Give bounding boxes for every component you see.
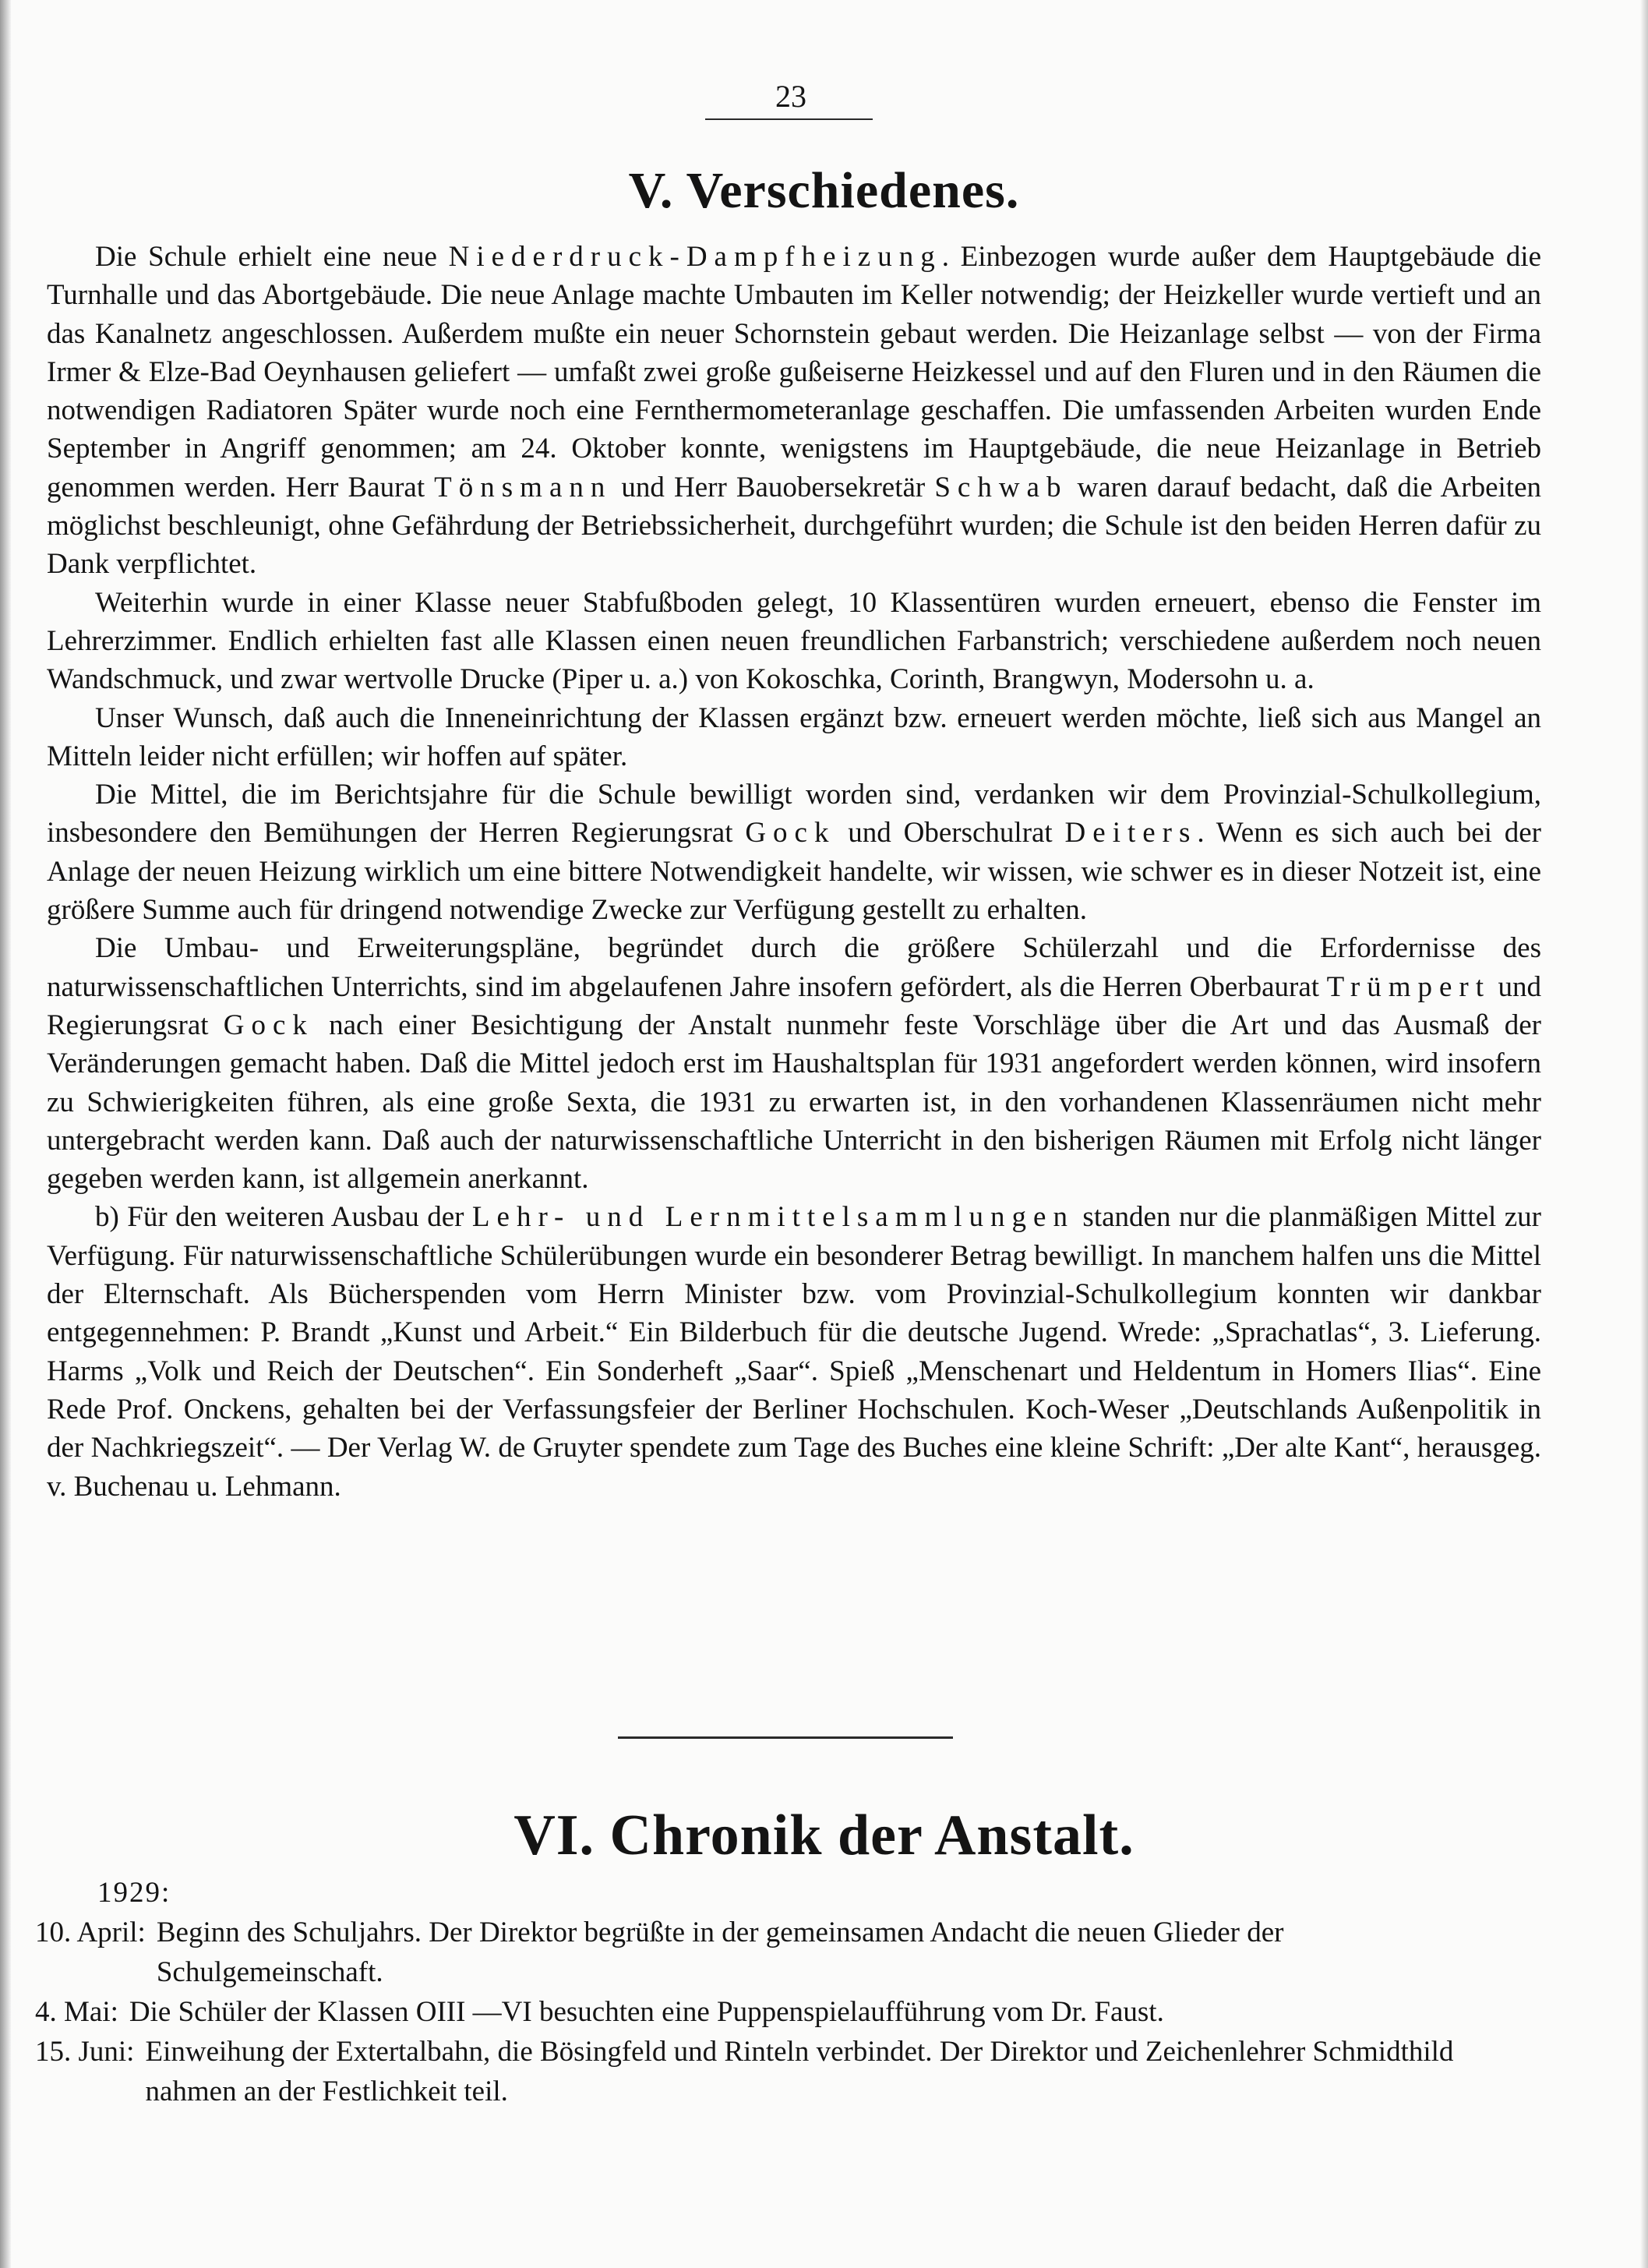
name-gock: Gock [745, 817, 836, 850]
text-run: nach einer Besichtigung der Anstalt nunmehr feste Vorschläge über die Art und das Ausmaß der Veränderungen gemacht haben. Daß die Mittel jedoch erst im Haushaltsplan für 1931 angefordert werden können, wird insofern zu Schwierigkeiten führen, als eine große Sexta, die 1931 zu erwarten ist, in den vorhandenen Klassenräumen nicht mehr untergebracht werden kann. Daß auch der naturwissenschaftliche Unterricht in den bisherigen Räumen mit Erfolg nicht länger gegeben werden kann, ist allgemein anerkannt. [47, 1009, 1542, 1196]
page-number: 23 [775, 79, 806, 114]
chronicle-entry [35, 1913, 1543, 1992]
chronicle-entry [35, 2032, 1543, 2111]
name-gock: Gock [223, 1009, 314, 1041]
text-run: . Einbezogen wurde außer dem Hauptgebäude die Turnhalle und das Abortgebäude. Die neue Anlage machte Umbauten im Keller notwendig; der Heizkeller wurde vertieft und an das Kanalnetz angeschlossen. Außerdem mußte ein neuer Schornstein gebaut werden. Die Heizanlage selbst — von der Firma Irmer & Elze-Bad Oeynhausen geliefert — umfaßt zwei große gußeiserne Heizkessel und auf den Fluren und in den Räumen die notwendigen Radiatoren Später wurde noch eine Fernthermometeranlage geschaffen. Die umfassenden Arbeiten wurden Ende September in Angriff genommen; am 24. Oktober konnte, wenigstens im Hauptgebäude, die neue Heizanlage in Betrieb genommen werden. Herr Baurat [47, 241, 1542, 503]
paragraph-funding [47, 775, 1541, 929]
entry-date: 10. April: [35, 1916, 146, 1948]
text-run: und Herr Bauobersekretär [612, 471, 935, 503]
name-deiters: Deiters [1064, 817, 1198, 850]
spaced-term-heating: Niederdruck-Dampfheizung [448, 241, 942, 273]
paragraph-wish: Unser Wunsch, daß auch die Inneneinrichtung der Klassen ergänzt bzw. erneuert werden möchte, ließ sich aus Mangel an Mitteln leider nicht erfüllen; wir hoffen auf später. [47, 701, 1541, 772]
section-vi-title: VI. Chronik der Anstalt. [513, 1803, 1135, 1867]
text-run: und Oberschulrat [835, 817, 1065, 850]
paragraph-renovation: Weiterhin wurde in einer Klasse neuer Stabfußboden gelegt, 10 Klassentüren wurden erneuert, ebenso die Fenster im Lehrerzimmer. Endlich erhielten fast alle Klassen einen neuen freundlichen Farbanstrich; verschiedene außerdem noch neuen Wandschmuck, und zwar wertvolle Drucke (Piper u. a.) von Kokoschka, Corinth, Brangwyn, Modersohn u. a. [47, 586, 1541, 696]
text-run: und Regierungsrat [47, 970, 1542, 1041]
text-run: standen nur die planmäßigen Mittel zur Verfügung. Für naturwissenschaftliche Schülerübungen wurde ein besonderer Betrag bewilligt. In manchem halfen uns die Mittel der Elternschaft. Als Bücherspenden vom Herrn Minister bzw. vom Provinzial-Schulkollegium konnten wir dankbar entgegennehmen: P. Brandt „Kunst und Arbeit.“ Ein Bilderbuch für die deutsche Jugend. Wrede: „Sprachatlas“, 3. Lieferung. Harms „Volk und Reich der Deutschen“. Ein Sonderheft „Saar“. Spieß „Menschenart und Heldentum in Homers Ilias“. Eine Rede Prof. Onckens, gehalten bei der Verfassungsfeier der Berliner Hochschulen. Koch-Weser „Deutschlands Außenpolitik in der Nachkriegszeit“. — Der Verlag W. de Gruyter spendete zum Tage des Buches eine kleine Schrift: „Der alte Kant“, herausgeg. v. Buchenau u. Lehmann. [47, 1201, 1541, 1503]
name-schwab: Schwab [934, 471, 1068, 503]
text-run: Die Mittel, die im Berichtsjahre für die Schule bewilligt worden sind, verdanken wir dem Provinzial-Schulkollegium, insbesondere den Bemühungen der Herren Regierungsrat [47, 779, 1541, 850]
section-v-body [47, 238, 1541, 1506]
entry-date: 15. Juni: [35, 2036, 135, 2068]
text-run: Die Umbau- und Erweiterungspläne, begründet durch die größere Schülerzahl und die Erfordernisse des naturwissenschaftlichen Unterrichts, sind im abgelaufenen Jahre insofern gefördert, als die Herren Oberbaurat [47, 932, 1541, 1003]
section-divider [618, 1736, 953, 1739]
name-toensmann: Tönsmann [434, 471, 612, 503]
page-number-rule [705, 118, 873, 120]
text-run: Die Schule erhielt eine neue [95, 241, 449, 273]
page-edge-shadow [1640, 0, 1648, 2268]
text-run: b) Für den weiteren Ausbau der [95, 1201, 472, 1234]
entry-text: Die Schüler der Klassen OIII —VI besuchten eine Puppenspielaufführung vom Dr. Faust. [129, 1996, 1164, 2028]
section-v-title: V. Verschiedenes. [628, 162, 1020, 219]
paragraph-collections [47, 1198, 1541, 1505]
chronicle-year: 1929: [97, 1877, 171, 1909]
paragraph-heating [47, 238, 1541, 584]
book-spine-shadow [0, 0, 11, 2268]
chronicle-entry [35, 1992, 1543, 2032]
paragraph-expansion [47, 929, 1541, 1198]
text-run: . Wenn es sich auch bei der Anlage der neuen Heizung wirklich um eine bittere Notwendigkeit handelte, wir wissen, wie schwer es in dieser Notzeit ist, eine größere Summe auch für dringend notwendige Zwecke zur Verfügung gestellt zu erhalten. [47, 817, 1542, 927]
chronicle-list [35, 1873, 1543, 2111]
text-run: waren darauf bedacht, daß die Arbeiten möglichst beschleunigt, ohne Gefährdung der Betriebssicherheit, durchgeführt wurden; die Schule ist den beiden Herren dafür zu Dank verpflichtet. [47, 471, 1541, 581]
entry-text: Beginn des Schuljahrs. Der Direktor begrüßte in der gemeinsamen Andacht die neuen Glieder der Schulgemeinschaft. [156, 1916, 1284, 1988]
name-truempert: Trümpert [1326, 970, 1491, 1003]
entry-date: 4. Mai: [35, 1996, 118, 2028]
entry-text: Einweihung der Extertalbahn, die Bösingfeld und Rinteln verbindet. Der Direktor und Zeichenlehrer Schmidthild nahmen an der Festlichkeit teil. [145, 2036, 1454, 2107]
spaced-term-collections: Lehr- und Lernmittelsammlungen [471, 1201, 1075, 1234]
